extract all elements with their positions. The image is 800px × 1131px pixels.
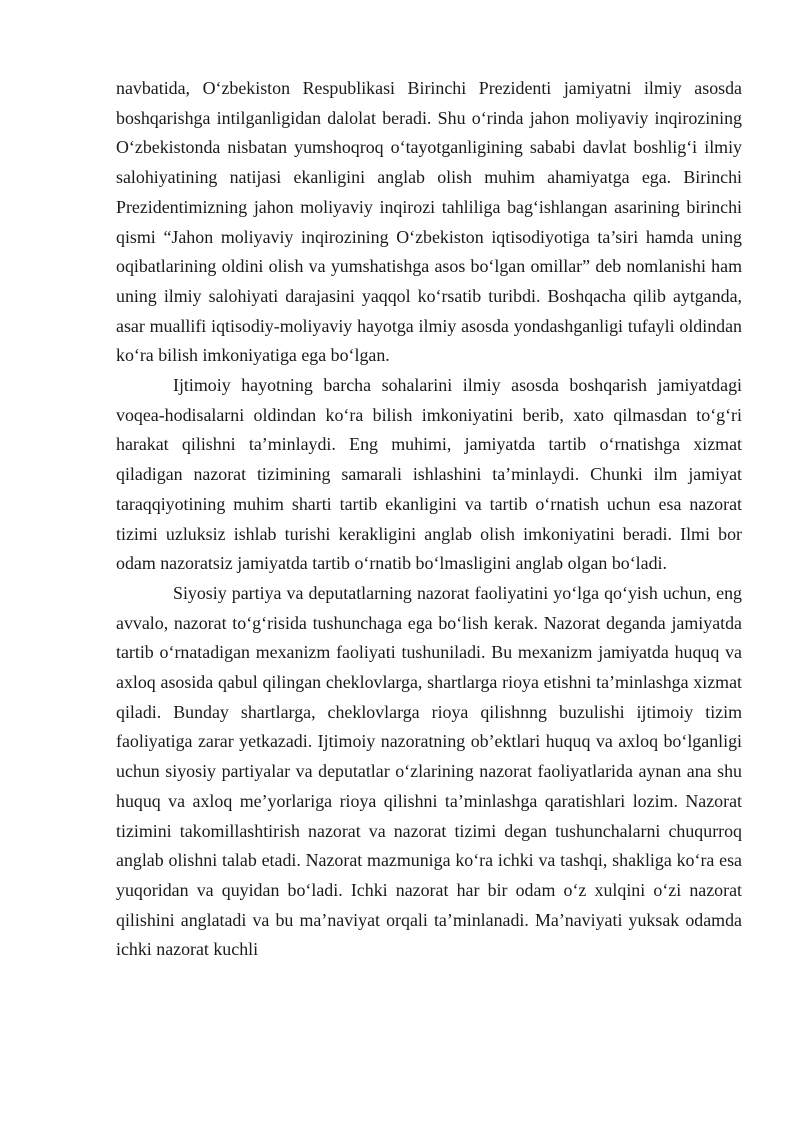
paragraph-control-activity: Siyosiy partiya va deputatlarning nazorat faoliyatini yo‘lga qo‘yish uchun, eng avvalo, nazorat to‘g‘risida tushunchaga ega bo‘lish kerak. Nazorat deganda jamiyatda tartib o‘rnatadigan mexanizm faoliyati tushuniladi. Bu mexanizm jamiyatda huquq va axloq asosida qabul qilingan cheklovlarga, shartlarga rioya etishni ta’minlashga xizmat qiladi. Bunday shartlarga, cheklovlarga rioya qilishnng buzulishi ijtimoiy tizim faoliyatiga zarar yetkazadi. Ijtimoiy nazoratning ob’ektlari huquq va axloq bo‘lganligi uchun siyosiy partiyalar va deputatlar o‘zlarining nazorat faoliyatlarida aynan ana shu huquq va axloq me’yorlariga rioya qilishni ta’minlashga qaratishlari lozim. Nazorat tizimini takomillashtirish nazorat va nazorat tizimi degan tushunchalarni chuqurroq anglab olishni talab etadi. Nazorat mazmuniga ko‘ra ichki va tashqi, shakliga ko‘ra esa yuqoridan va quyidan bo‘ladi. Ichki nazorat har bir odam o‘z xulqini o‘zi nazorat qilishini anglatadi va bu ma’naviyat orqali ta’minlanadi. Ma’naviyati yuksak odamda ichki nazorat kuchli [116,582,742,960]
paragraph-scientific-management: Ijtimoiy hayotning barcha sohalarini ilmiy asosda boshqarish jamiyatdagi voqea-hodisalarni oldindan ko‘ra bilish imkoniyatini berib, xato qilmasdan to‘g‘ri harakat qilishni ta’minlaydi. Eng muhimi, jamiyatda tartib o‘rnatishga xizmat qiladigan nazorat tizimining samarali ishlashini ta’minlaydi. Chunki ilm jamiyat taraqqiyotining muhim sharti tartib ekanligini va tartib o‘rnatish uchun esa nazorat tizimi uzluksiz ishlab turishi kerakligini anglab olish imkoniyatini beradi. Ilmi bor odam nazoratsiz jamiyatda tartib o‘rnatib bo‘lmasligini anglab olgan bo‘ladi. [116,375,742,574]
paragraph-continuation: navbatida, O‘zbekiston Respublikasi Birinchi Prezidenti jamiyatni ilmiy asosda boshqarishga intilganligidan dalolat beradi. Shu o‘rinda jahon moliyaviy inqirozining O‘zbekistonda nisbatan yumshoqroq o‘tayotganligining sababi davlat boshlig‘i ilmiy salohiyatining natijasi ekanligini anglab olish muhim ahamiyatga ega. Birinchi Prezidentimizning jahon moliyaviy inqirozi tahliliga bag‘ishlangan asarining birinchi qismi “Jahon moliyaviy inqirozining O‘zbekiston iqtisodiyotiga ta’siri hamda uning oqibatlarining oldini olish va yumshatishga asos bo‘lgan omillar” deb nomlanishi ham uning ilmiy salohiyati darajasini yaqqol ko‘rsatib turibdi. Boshqacha qilib aytganda, asar muallifi iqtisodiy-moliyaviy hayotga ilmiy asosda yondashganligi tufayli oldindan ko‘ra bilish imkoniyatiga ega bo‘lgan. [116,78,742,366]
body-text [116,74,742,965]
